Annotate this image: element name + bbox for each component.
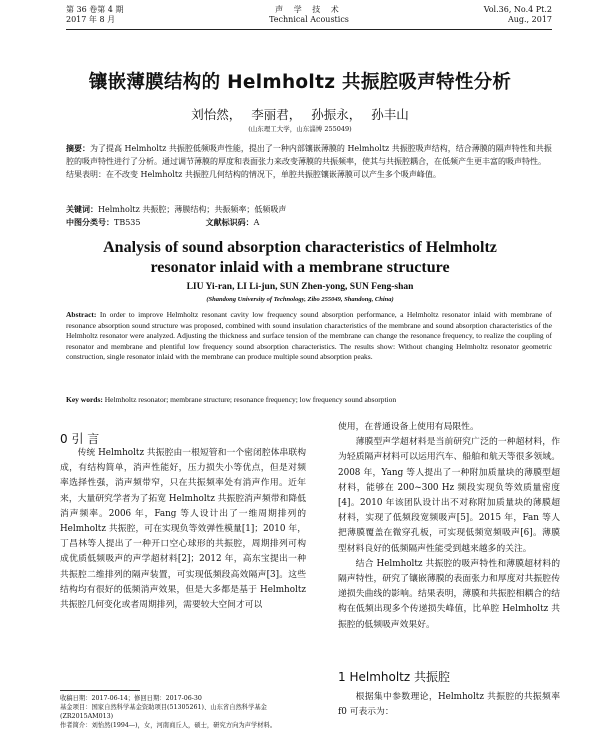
volume-issue-en: Vol.36, No.4 Pt.2: [483, 5, 552, 14]
section-0-paragraph: 传统 Helmholtz 共振腔由一根短管和一个密闭腔体串联构成，有结构简单，消声性能好，压力损失小等优点，但是对频率选择性强，消声频带窄，只在共振频率处有消声作用。近年来，大量研究学者为了拓宽 Helmholtz 共振腔消声频带和降低消声频率。2006 年，Fang 等人设计出了一维周期排列的 Helmholtz 共振腔，可在实现负等效弹性模量[1]；2010 年，丁昌林等人提出了一种开口空心球形的共振腔，周期排列可构成优质低频吸声的声学超材料[2]；2012 年，高东宝提出一种共振腔二维排列的隔声装置，可实现低频段高效隔声[3]。这些结构均有很好的低频消声效果，但是大多都是基于 Helmholtz 共振腔几何变化或者周期排列，需要较大空间才可以: [60, 448, 306, 611]
footnote-rule: [60, 690, 140, 691]
footnote-author: 作者简介：刘怡然(1994—)，女，河南商丘人，硕士，研究方向为声学材料。: [60, 722, 277, 729]
publication-date: 2017 年 8 月: [66, 15, 116, 24]
header-center: [66, 5, 552, 25]
header-right: [484, 5, 552, 25]
right-paragraph-1: 使用，在普通设备上使用有局限性。: [338, 422, 479, 432]
abstract-cn-label: 摘要：: [66, 143, 90, 153]
right-paragraph-3: 结合 Helmholtz 共振腔的吸声特性和薄膜超材料的隔声特性，研究了镶嵌薄膜的表面张力和厚度对共振腔传递损失曲线的影响。结果表明，薄膜和共振腔相耦合的结构在低频出现多个传递损失峰值，比单腔 Helmholtz 共振腔的低频吸声效果好。: [338, 558, 560, 630]
left-column: [60, 446, 306, 613]
title-en-line2: resonator inlaid with a membrane structure: [150, 259, 450, 276]
keywords-cn-text: Helmholtz 共振腔；薄膜结构；共振频率；低频吸声: [98, 205, 287, 214]
abstract-cn-text: 为了提高 Helmholtz 共振腔低频吸声性能，提出了一种内部镶嵌薄膜的 Helmholtz 共振腔吸声结构，结合薄膜的隔声特性和共振腔的吸声特性进行了分析。通过调节薄膜的厚度和表面张力来改变薄膜的共振频率，使其与共振腔耦合，在低频产生更丰富的吸声特性。结果表明：在不改变 Helmholtz 共振腔几何结构的情况下，单腔共振腔镶嵌薄膜可以产生多个吸声峰值。: [66, 144, 552, 179]
doc-code-value: A: [253, 218, 260, 227]
volume-issue: 第 36 卷第 4 期: [66, 5, 124, 14]
keywords-cn-label: 关键词：: [66, 204, 98, 214]
section-0-heading: 0 引 言: [60, 432, 100, 446]
title-cn: 镶嵌薄膜结构的 Helmholtz 共振腔吸声特性分析: [88, 72, 512, 93]
keywords-en: [66, 395, 552, 405]
abstract-en: [66, 310, 552, 363]
header-rule: [66, 29, 552, 30]
doc-code-label: 文献标识码：: [205, 217, 254, 227]
authors-en: LIU Yi-ran, LI Li-jun, SUN Zhen-yong, SUN Feng-shan: [186, 282, 414, 292]
keywords-cn: [66, 203, 552, 216]
section-1-paragraph: 根据集中参数理论，Helmholtz 共振腔的共振频率 f0 可表示为：: [338, 692, 560, 718]
keywords-en-label: Key words:: [66, 395, 103, 404]
right-column: [338, 420, 560, 633]
title-en: [0, 238, 600, 278]
section-1-body: [338, 690, 560, 720]
footnotes: [60, 694, 310, 730]
affiliation-cn: (山东理工大学，山东淄博 255049): [248, 125, 352, 133]
section-1-heading: 1 Helmholtz 共振腔: [338, 670, 450, 684]
clc-value: TB535: [114, 218, 141, 227]
clc-label: 中图分类号：: [66, 217, 114, 227]
journal-name-cn: 声 学 技 术: [275, 5, 343, 14]
abstract-en-text: In order to improve Helmholtz resonant cavity low frequency sound absorption performance, a Helmholtz resonator inlaid with membrane of resonance absorption sound structure was proposed, combined with sound insulation characteristics of the membrane and sound absorption characteristics of the Helmholtz resonator were analyzed. Adjusting the thickness and surface tension of the membrane can change the resonance frequency, to realize the coupling of resonator and membrane and plentiful low frequency sound absorption characteristics. The results show: Without changing Helmholtz resonator geometric construction, single resonator inlaid with the membrane can produce multiple sound absorption peaks.: [66, 310, 553, 362]
abstract-en-label: Abstract:: [66, 310, 97, 319]
publication-date-en: Aug., 2017: [507, 15, 552, 24]
footnote-received: 收稿日期：2017-06-14；修回日期：2017-06-30: [60, 695, 202, 702]
keywords-en-text: Helmholtz resonator; membrane structure; resonance frequency; low frequency sound absorption: [104, 395, 397, 404]
classification: [66, 216, 552, 229]
running-header: [66, 3, 552, 29]
journal-name-en: Technical Acoustics: [269, 15, 349, 24]
abstract-cn: [66, 142, 552, 181]
footnote-fund: 基金项目：国家自然科学基金资助项目(51305261)、山东省自然科学基金(ZR2015AM013): [60, 704, 267, 720]
authors-cn: 刘怡然， 李丽君， 孙振永， 孙丰山: [191, 107, 409, 122]
title-en-line1: Analysis of sound absorption characteristics of Helmholtz: [103, 239, 497, 256]
affiliation-en: (Shandong University of Technology, Zibo 255049, Shandong, China): [206, 296, 394, 303]
right-paragraph-2: 薄膜型声学超材料是当前研究广泛的一种超材料，作为轻质隔声材料可以运用汽车、船舶和航天等很多领域。2008 年，Yang 等人提出了一种附加质量块的薄膜型超材料，能够在 200~300 Hz 频段实现负等效质量密度[4]。2010 年该团队设计出不对称附加质量块的薄膜超材料，实现了低频段宽频吸声[5]。2015 年，Fan 等人把薄膜覆盖在微穿孔板，可实现低频宽频吸声[6]。薄膜型材料良好的低频隔声性能受到越来越多的关注。: [338, 437, 560, 554]
